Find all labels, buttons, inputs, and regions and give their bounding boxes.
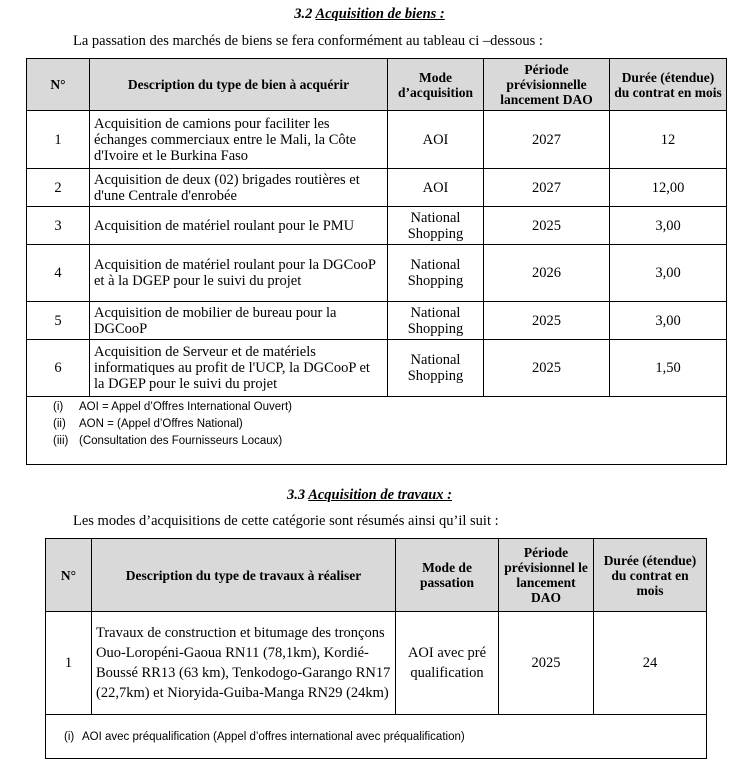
- row-desc: Acquisition de deux (02) brigades routières et d'une Centrale d'enrobée: [90, 169, 388, 207]
- row-num: 1: [27, 111, 90, 169]
- section-goods-number: 3.2: [294, 6, 313, 22]
- header-desc: Description du type de bien à acquérir: [90, 59, 388, 111]
- section-works-intro: Les modes d’acquisitions de cette catégorie sont résumés ainsi qu’il suit :: [73, 513, 499, 529]
- row-period: 2025: [484, 340, 610, 397]
- row-mode: AOI: [388, 111, 484, 169]
- row-duration: 1,50: [610, 340, 727, 397]
- header-num: N°: [27, 59, 90, 111]
- row-mode: National Shopping: [388, 340, 484, 397]
- goods-table: [26, 58, 727, 465]
- row-period: 2026: [484, 245, 610, 302]
- table-row: [46, 612, 707, 715]
- row-duration: 12: [610, 111, 727, 169]
- row-num: 4: [27, 245, 90, 302]
- works-table: [45, 538, 707, 759]
- header-period: Période prévisionnelle lancement DAO: [484, 59, 610, 111]
- row-num: 3: [27, 207, 90, 245]
- goods-table-header: [27, 59, 727, 111]
- table-row: [27, 169, 727, 207]
- note-line: (iii) (Consultation des Fournisseurs Locaux): [53, 435, 283, 447]
- table-row: [27, 111, 727, 169]
- row-duration: 3,00: [610, 302, 727, 340]
- row-mode: National Shopping: [388, 302, 484, 340]
- section-works-title: Acquisition de travaux :: [308, 487, 453, 503]
- row-duration: 24: [594, 612, 707, 715]
- row-desc: Acquisition de matériel roulant pour la DGCooP et à la DGEP pour le suivi du projet: [90, 245, 388, 302]
- row-period: 2025: [484, 302, 610, 340]
- table-row: [27, 302, 727, 340]
- table-row: [27, 340, 727, 397]
- header-duration: Durée (étendue) du contrat en mois: [594, 539, 707, 612]
- works-notes: [46, 715, 707, 759]
- section-works-number: 3.3: [286, 487, 306, 503]
- row-period: 2027: [484, 169, 610, 207]
- works-notes-row: [46, 715, 707, 759]
- row-period: 2025: [499, 612, 594, 715]
- header-mode: Mode d’acquisition: [388, 59, 484, 111]
- row-desc: Acquisition de Serveur et de matériels informatiques au profit de l'UCP, la DGCooP et la DGEP pour le suivi du projet: [90, 340, 388, 397]
- row-desc: Acquisition de matériel roulant pour le PMU: [90, 207, 388, 245]
- row-duration: 12,00: [610, 169, 727, 207]
- header-desc: Description du type de travaux à réaliser: [92, 539, 396, 612]
- row-period: 2025: [484, 207, 610, 245]
- table-row: [27, 245, 727, 302]
- header-duration: Durée (étendue) du contrat en mois: [610, 59, 727, 111]
- row-mode: AOI avec pré qualification: [396, 612, 499, 715]
- section-works-heading: [0, 487, 739, 504]
- row-mode: National Shopping: [388, 245, 484, 302]
- table-row: [27, 207, 727, 245]
- goods-notes: [27, 397, 727, 465]
- header-mode: Mode de passation: [396, 539, 499, 612]
- works-table-header: [46, 539, 707, 612]
- row-desc: Acquisition de camions pour faciliter les échanges commerciaux entre le Mali, la Côte d'Ivoire et le Burkina Faso: [90, 111, 388, 169]
- row-num: 1: [46, 612, 92, 715]
- row-mode: National Shopping: [388, 207, 484, 245]
- note-line: (ii) AON = (Appel d’Offres National): [53, 418, 243, 430]
- row-num: 6: [27, 340, 90, 397]
- goods-notes-row: [27, 397, 727, 465]
- row-duration: 3,00: [610, 245, 727, 302]
- row-desc: Travaux de construction et bitumage des tronçons Ouo-Loropéni-Gaoua RN11 (78,1km), Kordié-Boussé RR13 (63 km), Tenkodogo-Garango RN17 (22,7km) et Nioryida-Guiba-Manga RN29 (24km): [92, 612, 396, 715]
- row-num: 2: [27, 169, 90, 207]
- section-goods-heading: [0, 6, 739, 23]
- section-goods-intro: La passation des marchés de biens se fera conformément au tableau ci –dessous :: [73, 33, 543, 49]
- note-line: (i) AOI avec préqualification (Appel d’offres international avec préqualification): [64, 730, 465, 743]
- header-period: Période prévisionnel le lancement DAO: [499, 539, 594, 612]
- row-period: 2027: [484, 111, 610, 169]
- note-line: (i) AOI = Appel d’Offres International Ouvert): [53, 401, 292, 413]
- row-desc: Acquisition de mobilier de bureau pour la DGCooP: [90, 302, 388, 340]
- row-num: 5: [27, 302, 90, 340]
- row-mode: AOI: [388, 169, 484, 207]
- header-num: N°: [46, 539, 92, 612]
- section-goods-title: Acquisition de biens :: [315, 6, 445, 22]
- row-duration: 3,00: [610, 207, 727, 245]
